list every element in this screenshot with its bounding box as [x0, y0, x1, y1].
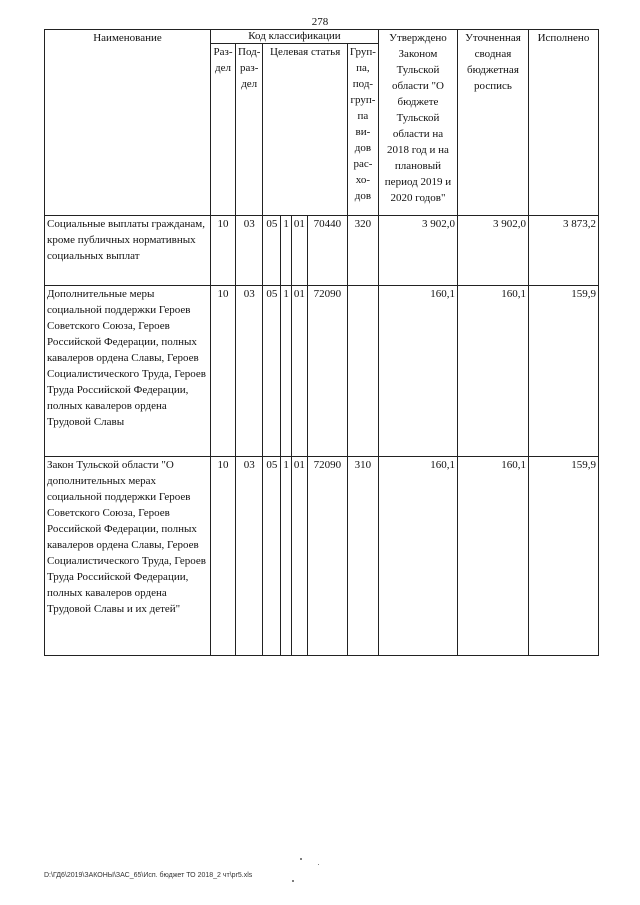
row-target-program: 05	[263, 457, 281, 656]
header-revised: Уточненная сводная бюджетная роспись	[457, 30, 528, 216]
row-revised: 160,1	[457, 457, 528, 656]
row-approved: 160,1	[378, 286, 457, 457]
row-target-subprogram: 1	[281, 286, 292, 457]
header-target: Целевая статья	[263, 44, 348, 216]
table-row	[45, 216, 599, 286]
header-executed: Исполнено	[528, 30, 598, 216]
row-revised: 3 902,0	[457, 216, 528, 286]
page-number: 278	[311, 16, 329, 28]
header-approved: Утверждено Законом Тульской области "О бюджете Тульской области на 2018 год и на плановый период 2019 и 2020 годов"	[378, 30, 457, 216]
row-name: Социальные выплаты гражданам, кроме публичных нормативных социальных выплат	[45, 216, 211, 286]
header-section: Раз-дел	[211, 44, 236, 216]
table-row	[45, 286, 599, 457]
row-approved: 160,1	[378, 457, 457, 656]
row-expense-group	[347, 286, 378, 457]
row-target-event: 01	[291, 216, 307, 286]
header-row-1	[45, 30, 599, 44]
row-revised: 160,1	[457, 286, 528, 457]
row-section: 10	[211, 457, 236, 656]
header-name: Наименование	[45, 30, 211, 216]
row-target-subprogram: 1	[281, 216, 292, 286]
scan-speck	[300, 858, 302, 860]
row-executed: 3 873,2	[528, 216, 598, 286]
scan-speck	[292, 880, 294, 882]
header-code-group: Код классификации	[211, 30, 379, 44]
row-target-code: 72090	[307, 457, 347, 656]
row-target-event: 01	[291, 286, 307, 457]
header-expense-group: Груп-па, под-груп-па ви-дов рас-хо-дов	[347, 44, 378, 216]
row-name: Закон Тульской области "О дополнительных мерах социальной поддержки Героев Советского Союза, Героев Российской Федерации, полных кавалеров ордена Славы, Героев Социалистического Труда, Героев Труда Российской Федерации, полных кавалеров ордена Трудовой Славы и их детей"	[45, 457, 211, 656]
table-row	[45, 457, 599, 656]
row-section: 10	[211, 286, 236, 457]
row-subsection: 03	[236, 457, 263, 656]
row-target-event: 01	[291, 457, 307, 656]
row-executed: 159,9	[528, 286, 598, 457]
row-expense-group: 320	[347, 216, 378, 286]
row-name: Дополнительные меры социальной поддержки Героев Советского Союза, Героев Российской Федерации, полных кавалеров ордена Славы, Героев Социалистического Труда, Героев Труда Российской Федерации, полных кавалеров ордена Трудовой Славы	[45, 286, 211, 457]
header-subsection: Под-раз-дел	[236, 44, 263, 216]
budget-table	[44, 29, 599, 656]
row-target-code: 72090	[307, 286, 347, 457]
row-subsection: 03	[236, 286, 263, 457]
scan-speck	[318, 864, 319, 865]
row-section: 10	[211, 216, 236, 286]
row-executed: 159,9	[528, 457, 598, 656]
row-target-program: 05	[263, 286, 281, 457]
row-expense-group: 310	[347, 457, 378, 656]
row-target-program: 05	[263, 216, 281, 286]
row-target-code: 70440	[307, 216, 347, 286]
row-subsection: 03	[236, 216, 263, 286]
row-target-subprogram: 1	[281, 457, 292, 656]
file-path-footer: D:\ГД6\2019\ЗАКОНЫ\ЗАС_65\Исп. бюджет ТО 2018_2 чт\pr5.xls	[44, 872, 253, 879]
row-approved: 3 902,0	[378, 216, 457, 286]
